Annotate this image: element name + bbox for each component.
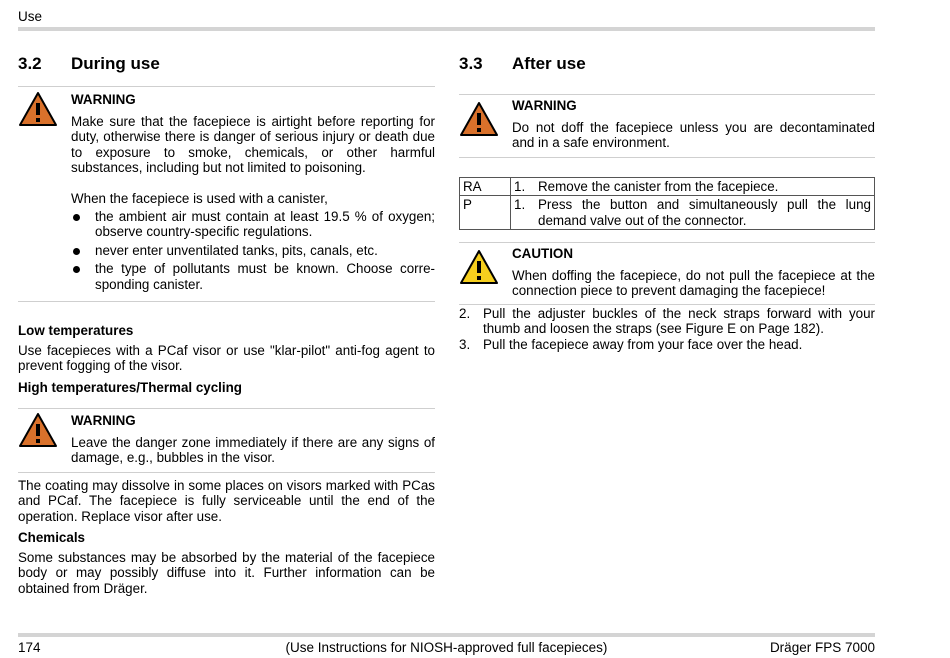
list-item: the ambient air must contain at least 19.5 % of oxygen; observe country-specific regulations. [71, 209, 435, 240]
bullet-icon [73, 214, 80, 221]
warning-icon [18, 412, 71, 466]
low-temperatures-text: Use facepieces with a PCaf visor or use "klar-pilot" anti-fog agent to prevent fogging of the visor. [18, 343, 435, 374]
chemicals-heading: Chemicals [18, 529, 85, 545]
left-column [18, 52, 435, 596]
warning-box-doff [459, 94, 875, 158]
section-title: After use [512, 54, 586, 73]
table-row [460, 177, 875, 195]
caution-text: When doffing the facepiece, do not pull the facepiece at the connection piece to prevent damaging the facepiece! [512, 268, 875, 299]
warning-title: WARNING [512, 98, 577, 113]
table-cell-tag: RA [460, 177, 511, 195]
section-title: During use [71, 54, 160, 73]
right-column [459, 52, 875, 352]
high-temperatures-heading: High temperatures/Thermal cycling [18, 379, 242, 395]
list-item: never enter unventilated tanks, pits, canals, etc. [71, 243, 435, 258]
table-cell-step: 1. Press the button and simultaneously pull the lung demand valve out of the connector. [511, 196, 875, 230]
page-footer [18, 640, 875, 658]
warning-icon [18, 91, 71, 295]
low-temperatures-heading: Low temperatures [18, 323, 134, 339]
warning-text: Leave the danger zone immediately if there are any signs of damage, e.g., bubbles in the visor. [71, 434, 435, 466]
table-cell-step: 1. Remove the canister from the facepiece. [511, 177, 875, 195]
footer-document-title: (Use Instructions for NIOSH-approved full facepieces) [285, 640, 608, 655]
page-number: 174 [18, 640, 41, 655]
bullet-icon [73, 248, 80, 255]
caution-title: CAUTION [512, 246, 573, 262]
list-item: the type of pollutants must be known. Choose corre-sponding canister. [71, 261, 435, 292]
warning-text: Make sure that the facepiece is airtight before reporting for duty, otherwise there is danger of serious injury or death due to exposure to smoke, chemicals, or other harmful substances, including but not limited to poisoning. [71, 114, 435, 176]
canister-bullet-list [71, 209, 435, 292]
list-item: 3. Pull the facepiece away from your face over the head. [459, 336, 803, 352]
after-use-step-list [459, 306, 875, 352]
section-number: 3.2 [18, 54, 42, 73]
section-heading-during-use [18, 52, 435, 76]
chemicals-text: Some substances may be absorbed by the material of the facepiece body or may possibly diffuse into it. Further information can be obtained from Dräger. [18, 549, 435, 596]
table-cell-tag: P [460, 196, 511, 230]
warning-icon [459, 97, 512, 151]
footer-rule [18, 633, 875, 637]
canister-intro: When the facepiece is used with a canister, [71, 190, 328, 206]
caution-box [459, 242, 875, 305]
section-heading-after-use [459, 52, 875, 76]
running-header: Use [18, 9, 43, 24]
table-row [460, 196, 875, 230]
bullet-icon [73, 266, 80, 273]
caution-icon [459, 245, 512, 299]
warning-box-danger-zone [18, 408, 435, 473]
warning-text: Do not doff the facepiece unless you are decontaminated and in a safe environment. [512, 120, 875, 151]
coating-text: The coating may dissolve in some places on visors marked with PCas and PCaf. The facepiece is fully serviceable until the end of the operation. Replace visor after use. [18, 477, 435, 524]
footer-product-name: Dräger FPS 7000 [769, 640, 875, 655]
list-item: 2. Pull the adjuster buckles of the neck straps forward with your thumb and loosen the straps (see Figure E on Page 182). [459, 305, 875, 337]
section-number: 3.3 [459, 54, 483, 73]
removal-steps-table [459, 177, 875, 230]
warning-box-airtight [18, 86, 435, 302]
warning-title: WARNING [71, 412, 136, 428]
warning-title: WARNING [71, 92, 136, 107]
header-rule [18, 27, 875, 31]
